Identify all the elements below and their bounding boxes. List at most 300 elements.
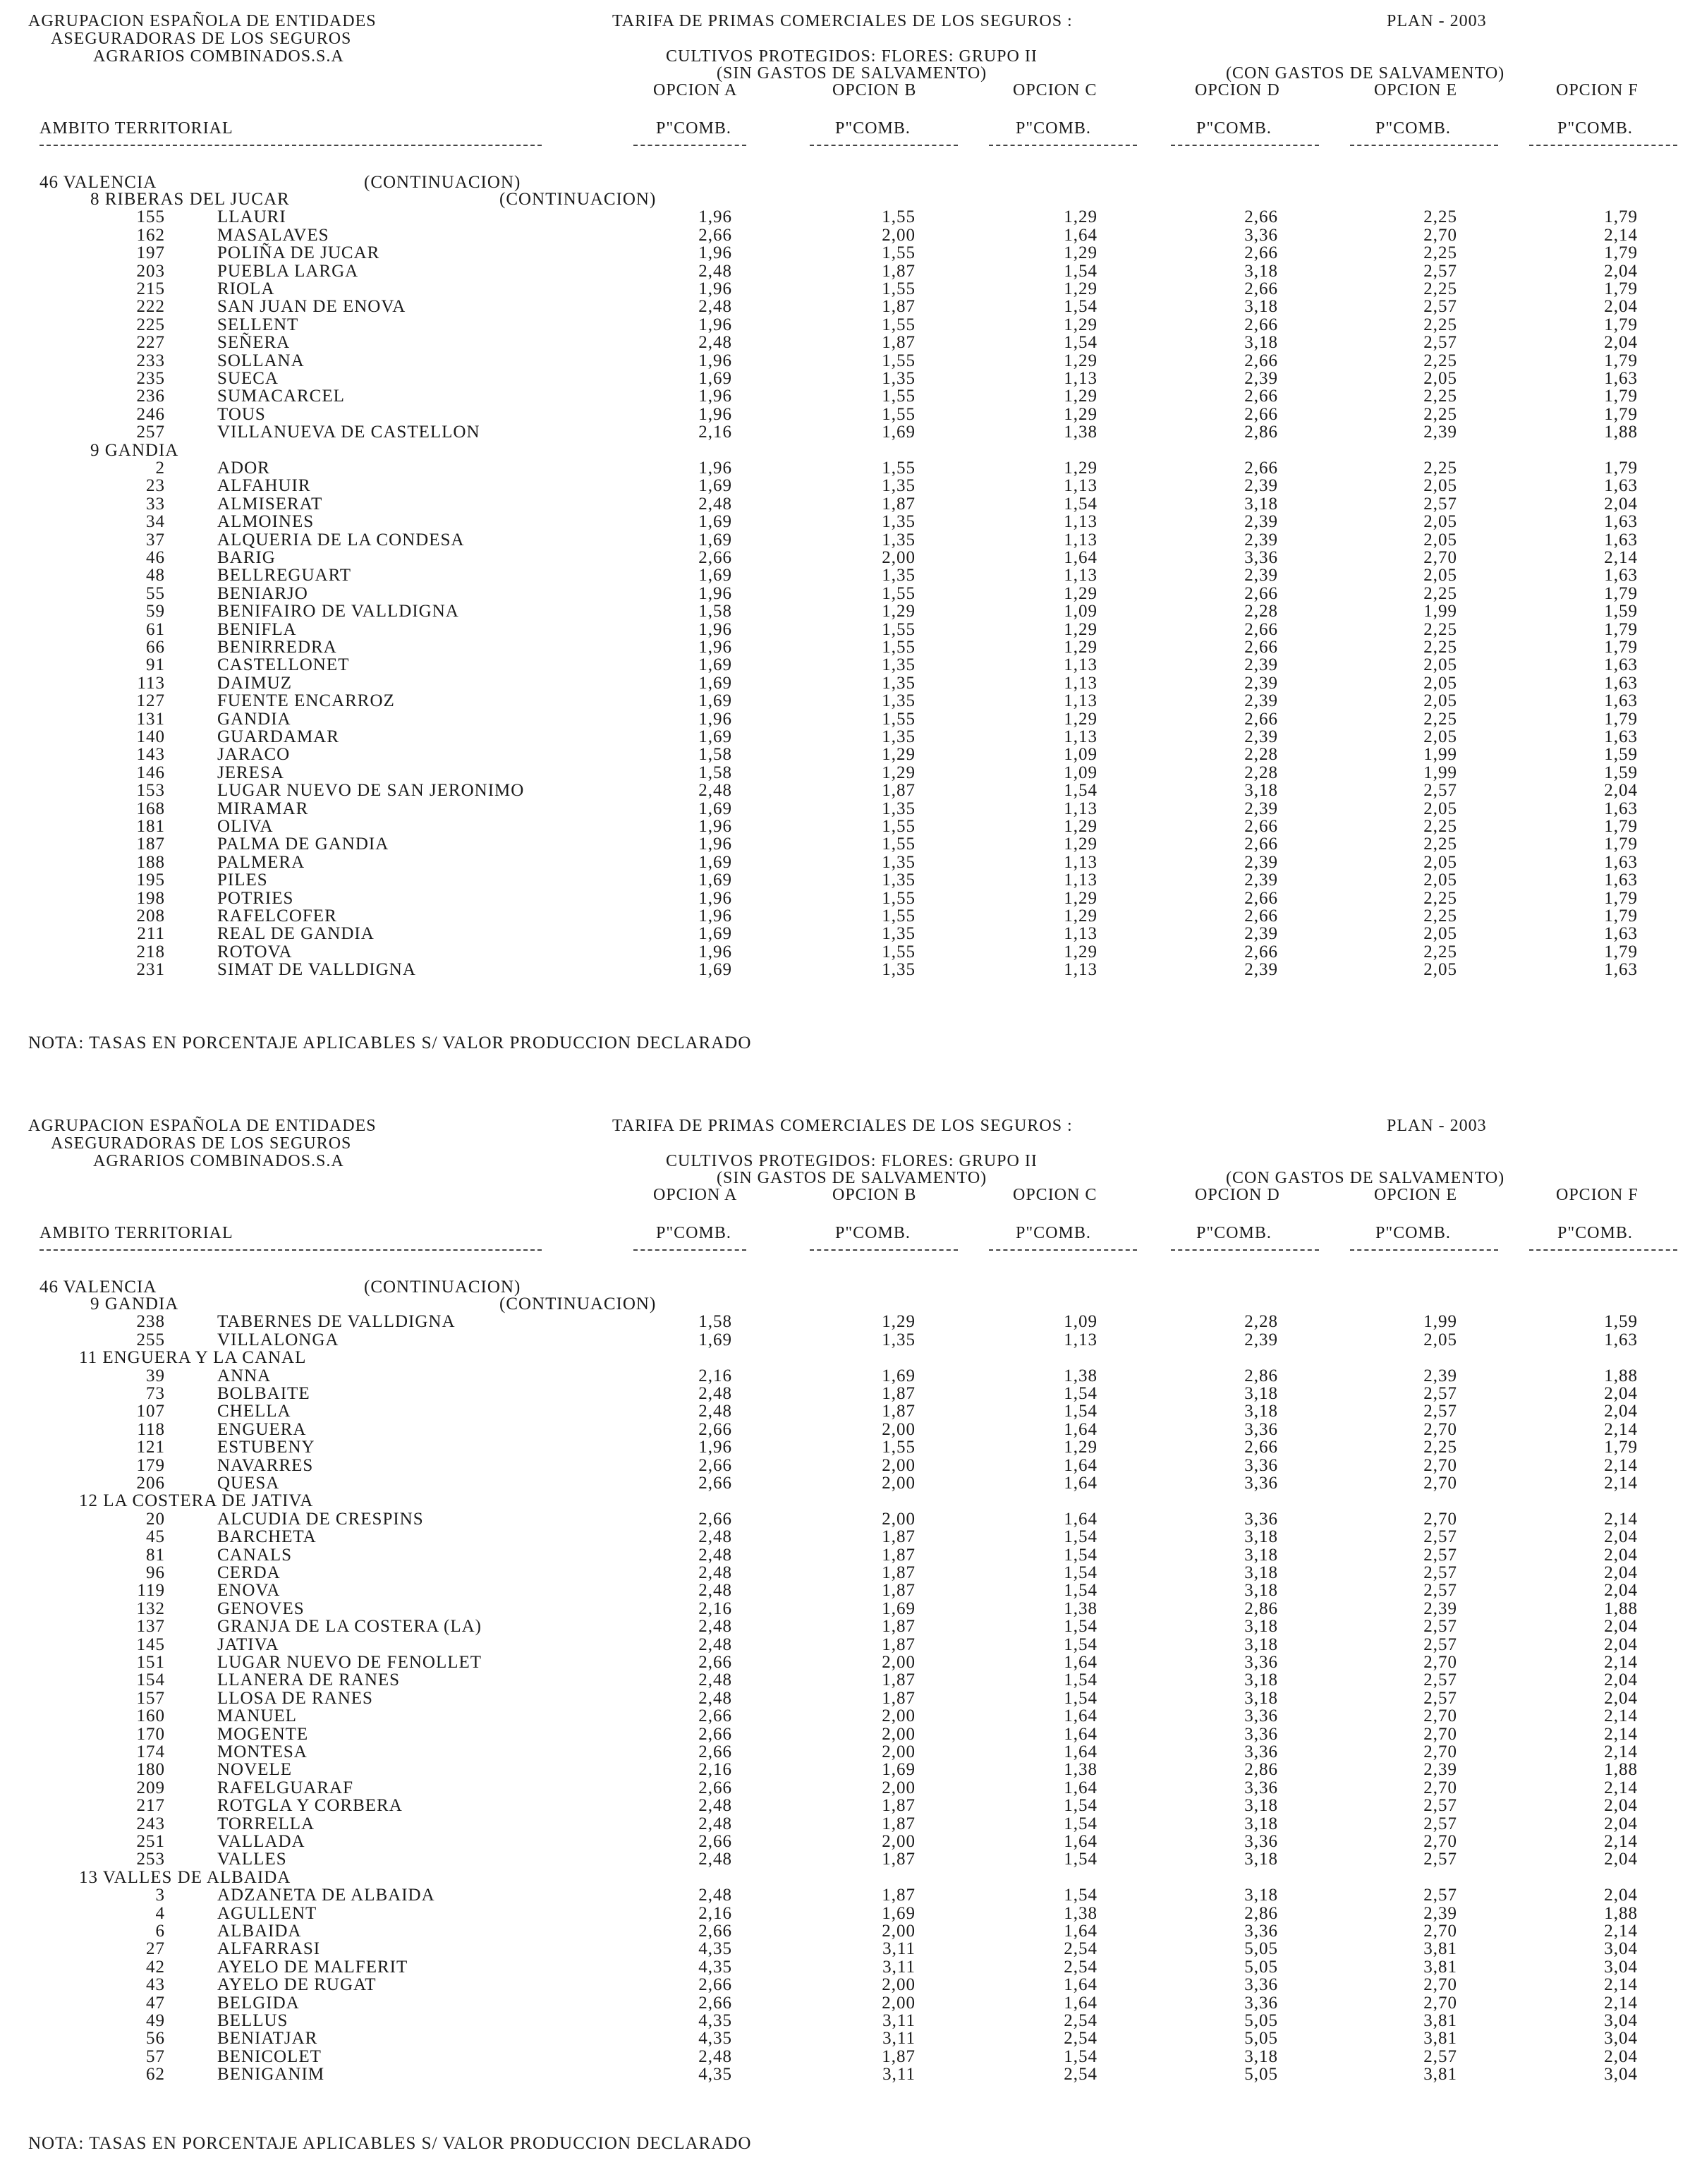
municipality-code: 132 (136, 1598, 165, 1618)
option-f-rate: 2,14 (1604, 1742, 1638, 1761)
option-a-rate: 1,69 (698, 727, 732, 746)
option-a-rate: 1,58 (698, 745, 732, 765)
table-row (0, 585, 1690, 602)
municipality-code: 27 (146, 1939, 165, 1959)
option-f-rate: 2,14 (1604, 1993, 1638, 2013)
table-row (0, 1528, 1690, 1546)
option-e-rate: 2,70 (1423, 1653, 1457, 1672)
option-f-header: OPCION F (1556, 81, 1639, 99)
option-a-rate: 1,96 (698, 351, 732, 370)
option-a-rate: 2,66 (698, 1653, 732, 1672)
option-e-rate: 2,57 (1423, 1634, 1457, 1654)
tariff-page-2 (0, 1105, 1690, 2184)
option-e-rate: 2,57 (1423, 494, 1457, 514)
option-d-rate: 2,39 (1244, 1330, 1278, 1349)
municipality-code: 37 (146, 530, 165, 550)
table-row (0, 2012, 1690, 2030)
option-a-rate: 4,35 (698, 2011, 732, 2030)
municipality-name: TORRELLA (217, 1814, 315, 1833)
option-a-rate: 1,69 (698, 655, 732, 675)
municipality-name: DAIMUZ (217, 673, 292, 693)
municipality-code: 198 (136, 888, 165, 908)
option-a-rate: 2,16 (698, 1760, 732, 1780)
option-c-rate: 1,09 (1064, 602, 1098, 621)
option-d-rate: 2,39 (1244, 369, 1278, 388)
option-a-rate: 1,96 (698, 709, 732, 729)
pcomb-header-f: P"COMB. (1557, 1224, 1633, 1242)
option-a-rate: 1,96 (698, 888, 732, 908)
table-row (0, 1600, 1690, 1618)
option-a-rate: 2,66 (698, 1455, 732, 1475)
option-b-rate: 1,87 (882, 1670, 916, 1690)
option-c-rate: 1,64 (1064, 1724, 1098, 1744)
table-row (0, 1457, 1690, 1474)
option-c-rate: 1,29 (1064, 459, 1098, 478)
table-row (0, 226, 1690, 244)
option-b-rate: 1,35 (882, 530, 916, 550)
municipality-name: SUMACARCEL (217, 387, 345, 406)
municipality-name: BENIRREDRA (217, 638, 337, 657)
municipality-name: RIOLA (217, 279, 275, 298)
option-d-rate: 3,36 (1244, 1455, 1278, 1475)
option-c-rate: 1,64 (1064, 1474, 1098, 1493)
option-f-rate: 1,63 (1604, 476, 1638, 496)
option-c-rate: 1,54 (1064, 261, 1098, 281)
option-f-rate: 2,04 (1604, 297, 1638, 317)
ambito-header: AMBITO TERRITORIAL (39, 1224, 233, 1242)
option-b-rate: 1,55 (882, 942, 916, 961)
option-b-rate: 2,00 (882, 1474, 916, 1493)
option-b-rate: 1,55 (882, 835, 916, 854)
table-row (0, 907, 1690, 925)
option-b-rate: 1,35 (882, 1330, 916, 1349)
option-c-rate: 1,29 (1064, 942, 1098, 961)
option-b-rate: 1,29 (882, 745, 916, 765)
option-b-rate: 2,00 (882, 1706, 916, 1726)
option-c-header: OPCION C (1013, 81, 1098, 99)
table-row (0, 1582, 1690, 1599)
pcomb-header-e: P"COMB. (1375, 1224, 1451, 1242)
option-d-rate: 2,66 (1244, 404, 1278, 424)
option-a-rate: 1,96 (698, 459, 732, 478)
option-d-rate: 3,36 (1244, 1975, 1278, 1995)
option-e-rate: 2,05 (1423, 727, 1457, 746)
option-c-rate: 1,64 (1064, 1653, 1098, 1672)
option-c-rate: 1,29 (1064, 817, 1098, 836)
option-c-rate: 1,54 (1064, 1545, 1098, 1565)
table-row (0, 262, 1690, 280)
option-e-rate: 2,05 (1423, 512, 1457, 532)
option-e-rate: 2,05 (1423, 369, 1457, 388)
option-e-rate: 2,70 (1423, 1742, 1457, 1761)
option-d-rate: 3,18 (1244, 781, 1278, 801)
municipality-code: 203 (136, 261, 165, 281)
table-row (0, 2048, 1690, 2065)
municipality-code: 197 (136, 243, 165, 263)
option-b-rate: 2,00 (882, 1742, 916, 1761)
option-b-rate: 1,55 (882, 207, 916, 227)
option-f-rate: 1,79 (1604, 638, 1638, 657)
option-b-rate: 1,87 (882, 494, 916, 514)
option-a-rate: 1,96 (698, 638, 732, 657)
option-a-rate: 2,48 (698, 1886, 732, 1905)
option-f-rate: 3,04 (1604, 2029, 1638, 2049)
pcomb-header-b: P"COMB. (835, 1224, 911, 1242)
option-d-rate: 2,39 (1244, 476, 1278, 496)
option-a-rate: 1,96 (698, 279, 732, 298)
option-c-rate: 1,13 (1064, 655, 1098, 675)
option-f-rate: 2,14 (1604, 225, 1638, 245)
municipality-name: AYELO DE MALFERIT (217, 1957, 408, 1977)
option-d-rate: 5,05 (1244, 2065, 1278, 2085)
option-b-rate: 1,29 (882, 763, 916, 782)
option-f-rate: 2,14 (1604, 1653, 1638, 1672)
option-d-header: OPCION D (1195, 81, 1280, 99)
table-row (0, 566, 1690, 584)
option-a-rate: 1,96 (698, 906, 732, 926)
municipality-name: VILLANUEVA DE CASTELLON (217, 423, 480, 442)
option-a-rate: 1,96 (698, 942, 732, 961)
option-f-rate: 1,63 (1604, 530, 1638, 550)
option-b-rate: 1,69 (882, 1903, 916, 1923)
option-e-rate: 3,81 (1423, 2011, 1457, 2030)
option-f-rate: 1,63 (1604, 566, 1638, 586)
option-b-header: OPCION B (832, 1186, 917, 1204)
option-f-rate: 2,14 (1604, 1706, 1638, 1726)
option-b-rate: 1,87 (882, 1617, 916, 1637)
option-a-rate: 2,66 (698, 1509, 732, 1529)
option-b-rate: 2,00 (882, 1509, 916, 1529)
municipality-code: 49 (146, 2011, 165, 2030)
municipality-code: 209 (136, 1778, 165, 1797)
municipality-code: 43 (146, 1975, 165, 1995)
municipality-code: 215 (136, 279, 165, 298)
option-a-rate: 2,66 (698, 1832, 732, 1851)
table-row (0, 1815, 1690, 1833)
option-e-rate: 1,99 (1423, 745, 1457, 765)
table-row (0, 1385, 1690, 1402)
option-e-rate: 2,70 (1423, 1509, 1457, 1529)
option-a-rate: 2,48 (698, 261, 732, 281)
option-c-rate: 1,29 (1064, 906, 1098, 926)
table-row (0, 1367, 1690, 1385)
option-d-header: OPCION D (1195, 1186, 1280, 1204)
table-row (0, 800, 1690, 818)
table-row (0, 334, 1690, 351)
option-f-rate: 2,04 (1604, 1581, 1638, 1601)
option-d-rate: 2,28 (1244, 745, 1278, 765)
option-e-rate: 3,81 (1423, 2065, 1457, 2085)
pcomb-header-d: P"COMB. (1196, 119, 1272, 138)
option-a-rate: 1,58 (698, 763, 732, 782)
table-row (0, 1797, 1690, 1814)
province-label: 46 VALENCIA (39, 173, 157, 192)
pcomb-header-b: P"COMB. (835, 119, 911, 138)
option-d-rate: 3,18 (1244, 494, 1278, 514)
option-c-rate: 1,38 (1064, 423, 1098, 442)
municipality-name: SEÑERA (217, 333, 291, 353)
option-e-rate: 3,81 (1423, 1957, 1457, 1977)
municipality-name: LLOSA DE RANES (217, 1688, 373, 1708)
municipality-code: 257 (136, 423, 165, 442)
option-f-rate: 1,88 (1604, 1366, 1638, 1385)
option-a-rate: 2,48 (698, 1527, 732, 1547)
option-f-rate: 1,63 (1604, 799, 1638, 818)
option-a-rate: 2,66 (698, 1993, 732, 2013)
option-e-rate: 2,25 (1423, 243, 1457, 263)
option-a-rate: 2,16 (698, 1903, 732, 1923)
municipality-code: 208 (136, 906, 165, 926)
municipality-code: 180 (136, 1760, 165, 1780)
option-b-rate: 3,11 (882, 1939, 916, 1959)
municipality-name: SUECA (217, 369, 279, 388)
table-row (0, 531, 1690, 549)
table-row (0, 854, 1690, 871)
option-f-rate: 2,14 (1604, 1975, 1638, 1995)
option-b-rate: 2,00 (882, 1419, 916, 1439)
municipality-name: SELLENT (217, 315, 299, 334)
option-f-rate: 2,14 (1604, 548, 1638, 567)
option-d-rate: 3,18 (1244, 2046, 1278, 2066)
option-b-rate: 1,55 (882, 583, 916, 603)
option-b-rate: 1,55 (882, 404, 916, 424)
municipality-name: ALMISERAT (217, 494, 323, 514)
municipality-code: 3 (155, 1886, 165, 1905)
con-gastos-label: (CON GASTOS DE SALVAMENTO) (1226, 64, 1505, 83)
municipality-name: CASTELLONET (217, 655, 350, 675)
option-f-header: OPCION F (1556, 1186, 1639, 1204)
option-f-rate: 2,04 (1604, 1402, 1638, 1421)
table-row (0, 316, 1690, 334)
option-e-rate: 2,57 (1423, 1617, 1457, 1637)
option-d-rate: 2,39 (1244, 512, 1278, 532)
municipality-code: 195 (136, 870, 165, 890)
option-a-header: OPCION A (653, 1186, 738, 1204)
comarca-heading: 8 RIBERAS DEL JUCAR (90, 190, 290, 209)
municipality-code: 39 (146, 1366, 165, 1385)
option-b-rate: 1,87 (882, 1581, 916, 1601)
option-d-rate: 2,66 (1244, 817, 1278, 836)
option-f-rate: 1,79 (1604, 619, 1638, 639)
municipality-name: AYELO DE RUGAT (217, 1975, 377, 1995)
header-rule-f (1529, 145, 1677, 146)
option-d-rate: 2,66 (1244, 638, 1278, 657)
option-f-rate: 2,04 (1604, 1670, 1638, 1690)
option-c-rate: 2,54 (1064, 1957, 1098, 1977)
option-d-rate: 2,86 (1244, 423, 1278, 442)
municipality-name: ENOVA (217, 1581, 281, 1601)
option-b-rate: 2,00 (882, 1653, 916, 1672)
option-d-rate: 3,36 (1244, 1922, 1278, 1941)
municipality-code: 236 (136, 387, 165, 406)
table-row (0, 1402, 1690, 1420)
option-f-rate: 1,79 (1604, 404, 1638, 424)
municipality-code: 231 (136, 960, 165, 980)
comarca-heading: 12 LA COSTERA DE JATIVA (79, 1491, 314, 1511)
municipality-name: POLIÑA DE JUCAR (217, 243, 380, 263)
option-f-rate: 1,79 (1604, 888, 1638, 908)
option-b-rate: 1,87 (882, 1634, 916, 1654)
option-f-rate: 1,79 (1604, 243, 1638, 263)
municipality-name: VALLES (217, 1850, 287, 1869)
municipality-code: 56 (146, 2029, 165, 2049)
municipality-code: 227 (136, 333, 165, 353)
municipality-code: 55 (146, 583, 165, 603)
ambito-header: AMBITO TERRITORIAL (39, 119, 233, 138)
option-c-rate: 1,09 (1064, 763, 1098, 782)
option-c-rate: 1,13 (1064, 727, 1098, 746)
option-e-rate: 2,25 (1423, 1438, 1457, 1457)
option-b-rate: 1,35 (882, 655, 916, 675)
option-d-rate: 3,18 (1244, 1670, 1278, 1690)
option-d-rate: 3,18 (1244, 261, 1278, 281)
option-c-rate: 1,64 (1064, 1993, 1098, 2013)
option-c-rate: 1,29 (1064, 638, 1098, 657)
municipality-code: 222 (136, 297, 165, 317)
option-f-rate: 1,79 (1604, 835, 1638, 854)
option-e-rate: 2,70 (1423, 548, 1457, 567)
option-c-rate: 2,54 (1064, 2065, 1098, 2085)
option-f-rate: 2,14 (1604, 1455, 1638, 1475)
option-d-rate: 2,28 (1244, 1312, 1278, 1332)
crop-title: CULTIVOS PROTEGIDOS: FLORES: GRUPO II (666, 47, 1038, 66)
option-a-rate: 2,48 (698, 1670, 732, 1690)
municipality-code: 118 (137, 1419, 165, 1439)
table-row (0, 710, 1690, 728)
municipality-name: BENIATJAR (217, 2029, 318, 2049)
table-row (0, 1438, 1690, 1456)
table-row (0, 782, 1690, 799)
province-label: 46 VALENCIA (39, 1278, 157, 1297)
option-b-rate: 1,35 (882, 566, 916, 586)
option-c-rate: 1,64 (1064, 225, 1098, 245)
option-c-rate: 1,13 (1064, 691, 1098, 711)
municipality-code: 238 (136, 1312, 165, 1332)
option-d-rate: 3,36 (1244, 1832, 1278, 1851)
option-b-rate: 2,00 (882, 1832, 916, 1851)
option-b-rate: 1,87 (882, 1688, 916, 1708)
option-c-rate: 1,29 (1064, 404, 1098, 424)
option-e-rate: 2,57 (1423, 1670, 1457, 1690)
option-e-rate: 2,25 (1423, 709, 1457, 729)
option-d-rate: 2,39 (1244, 852, 1278, 872)
option-d-rate: 3,18 (1244, 297, 1278, 317)
table-row (0, 1654, 1690, 1671)
option-a-rate: 1,96 (698, 1438, 732, 1457)
option-e-rate: 2,05 (1423, 799, 1457, 818)
option-b-rate: 2,00 (882, 1724, 916, 1744)
option-d-rate: 2,66 (1244, 835, 1278, 854)
option-a-rate: 2,48 (698, 1581, 732, 1601)
plan-label: PLAN - 2003 (1387, 12, 1487, 30)
option-e-rate: 2,70 (1423, 1419, 1457, 1439)
option-e-rate: 2,57 (1423, 1886, 1457, 1905)
option-d-rate: 2,66 (1244, 888, 1278, 908)
municipality-name: TOUS (217, 404, 266, 424)
municipality-code: 146 (136, 763, 165, 782)
table-row (0, 280, 1690, 298)
option-a-rate: 4,35 (698, 2029, 732, 2049)
option-f-rate: 1,79 (1604, 942, 1638, 961)
municipality-code: 20 (146, 1509, 165, 1529)
municipality-code: 113 (137, 673, 165, 693)
option-d-rate: 2,28 (1244, 763, 1278, 782)
org-line-3: AGRARIOS COMBINADOS.S.A (93, 47, 344, 66)
header-rule-e (1350, 1249, 1498, 1251)
option-e-rate: 2,25 (1423, 279, 1457, 298)
option-b-rate: 1,69 (882, 1366, 916, 1385)
option-d-rate: 3,36 (1244, 1706, 1278, 1726)
option-a-rate: 1,69 (698, 852, 732, 872)
option-c-rate: 1,54 (1064, 1850, 1098, 1869)
option-f-rate: 3,04 (1604, 1957, 1638, 1977)
municipality-code: 61 (146, 619, 165, 639)
municipality-code: 153 (136, 781, 165, 801)
municipality-name: ROTOVA (217, 942, 293, 961)
option-c-rate: 1,54 (1064, 297, 1098, 317)
municipality-code: 246 (136, 404, 165, 424)
option-d-rate: 2,39 (1244, 691, 1278, 711)
municipality-code: 107 (136, 1402, 165, 1421)
option-e-rate: 2,57 (1423, 297, 1457, 317)
option-e-rate: 2,25 (1423, 404, 1457, 424)
header-rule-f (1529, 1249, 1677, 1251)
municipality-code: 155 (136, 207, 165, 227)
pcomb-header-a: P"COMB. (656, 119, 731, 138)
option-b-rate: 1,55 (882, 387, 916, 406)
option-d-rate: 3,18 (1244, 1527, 1278, 1547)
table-row (0, 692, 1690, 710)
option-e-rate: 2,39 (1423, 1366, 1457, 1385)
org-line-1: AGRUPACION ESPAÑOLA DE ENTIDADES (28, 1117, 377, 1135)
option-c-rate: 2,54 (1064, 1939, 1098, 1959)
municipality-name: BENICOLET (217, 2046, 322, 2066)
option-d-rate: 3,18 (1244, 1796, 1278, 1816)
table-row (0, 961, 1690, 978)
municipality-name: MONTESA (217, 1742, 308, 1761)
option-e-rate: 2,70 (1423, 1975, 1457, 1995)
option-e-rate: 2,05 (1423, 566, 1457, 586)
option-c-rate: 1,09 (1064, 1312, 1098, 1332)
option-e-rate: 2,57 (1423, 1688, 1457, 1708)
table-row (0, 1886, 1690, 1904)
municipality-name: ALBAIDA (217, 1922, 302, 1941)
table-row (0, 1976, 1690, 1994)
option-a-rate: 1,96 (698, 583, 732, 603)
table-row (0, 728, 1690, 746)
option-c-rate: 1,54 (1064, 1527, 1098, 1547)
option-d-rate: 3,36 (1244, 1724, 1278, 1744)
table-row (0, 495, 1690, 513)
option-b-rate: 1,55 (882, 709, 916, 729)
municipality-code: 45 (146, 1527, 165, 1547)
table-row (0, 459, 1690, 477)
option-e-rate: 1,99 (1423, 602, 1457, 621)
table-row (0, 1564, 1690, 1582)
option-b-rate: 1,87 (882, 1796, 916, 1816)
option-f-rate: 2,14 (1604, 1474, 1638, 1493)
option-a-rate: 2,66 (698, 548, 732, 567)
table-row (0, 549, 1690, 566)
option-d-rate: 2,66 (1244, 942, 1278, 961)
option-d-rate: 5,05 (1244, 1957, 1278, 1977)
option-f-rate: 1,63 (1604, 512, 1638, 532)
municipality-code: 62 (146, 2065, 165, 2085)
table-row (0, 1546, 1690, 1564)
option-e-rate: 2,25 (1423, 315, 1457, 334)
municipality-name: CERDA (217, 1563, 281, 1582)
municipality-code: 59 (146, 602, 165, 621)
